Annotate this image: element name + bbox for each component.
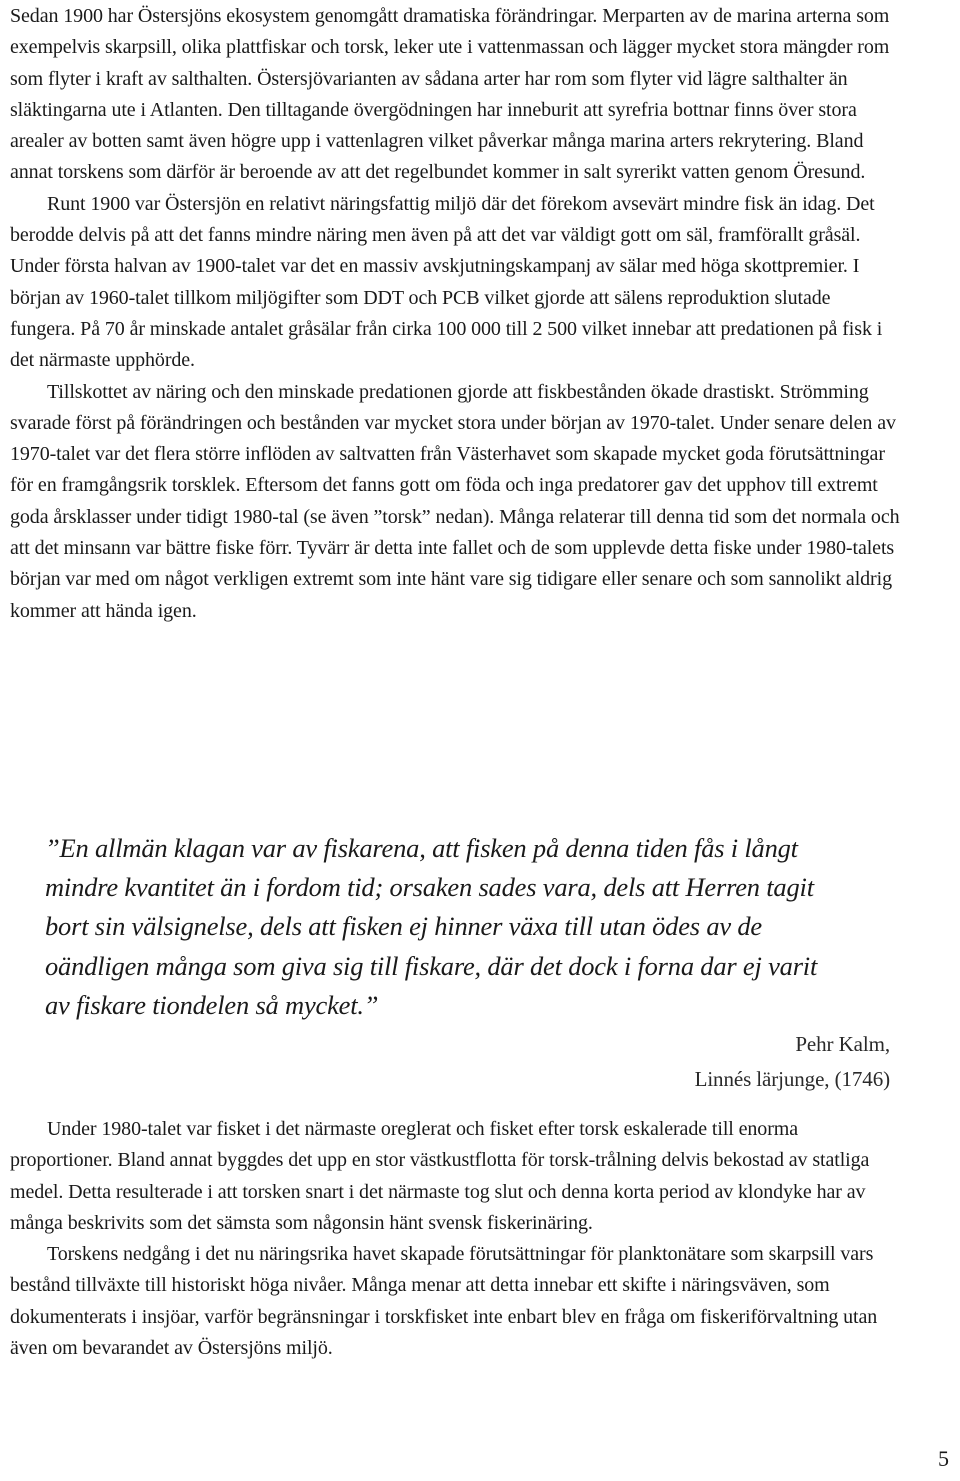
page-number: 5 <box>938 1446 949 1471</box>
paragraph-cod-decline: Torskens nedgång i det nu näringsrika havet skapade förutsättningar för planktonätare som skarpsill vars bestånd tillväxte till historiskt höga nivåer. Många menar att detta innebar ett skifte i näringsväven, som dokumenterats i insjöar, varför begränsningar i torskfisket inte enbart blev en fråga om fiskeriförvaltning utan även om bevarandet av Östersjöns miljö. <box>10 1243 878 1360</box>
body-text-bottom <box>10 1114 900 1364</box>
quote-text: ”En allmän klagan var av fiskarena, att fisken på denna tiden fås i långt mindre kvantitet än i fordom tid; orsaken sades vara, dels att Herren tagit bort sin välsignelse, dels att fisken ej hinner växa till utan ödes av de oändligen många som giva sig till fiskare, där det dock i forna dar ej varit av fiskare tiondelen så mycket.” <box>45 833 818 1020</box>
quote-author-note: Linnés lärjunge, (1746) <box>694 1066 890 1091</box>
paragraph-unregulated-fishing: Under 1980-talet var fisket i det närmaste oreglerat och fisket efter torsk eskalerade till enorma proportioner. Bland annat byggdes det upp en stor västkustflotta för torsk-trålning delvis bekostad av statliga medel. Detta resulterade i att torsken snart i det närmaste tog slut och denna korta period av klondyke har av många beskrivits som det sämsta som någonsin hänt svensk fiskerinäring. <box>10 1118 870 1234</box>
quote-attribution <box>695 1027 890 1096</box>
paragraph-fish-stocks: Tillskottet av näring och den minskade predationen gjorde att fiskbestånden ökade drastiskt. Strömming svarade först på förändringen och bestånden var mycket stora under början av 1970-talet. Under senare delen av 1970-talet var det flera större inflöden av saltvatten från Västerhavet som skapade mycket goda förutsättningar för en framgångsrik torsklek. Eftersom det fanns gott om föda och inga predatorer gav det upphov till extremt goda årsklasser under tidigt 1980-tal (se även ”torsk” nedan). Många relaterar till denna tid som det normala och att det minsann var bättre fiske förr. Tyvärr är detta inte fallet och de som upplevde detta fiske under 1980-talets början var med om något verkligen extremt som inte hänt vare sig tidigare eller senare och som sannolikt aldrig kommer att hända igen. <box>10 380 900 622</box>
body-text-top <box>10 1 900 627</box>
paragraph-seal-predation: Runt 1900 var Östersjön en relativt näringsfattig miljö där det förekom avsevärt mindre fisk än idag. Det berodde delvis på att det fanns mindre näring men även på att det var väldigt gott om säl, framförallt gråsäl. Under första halvan av 1900-talet var det en massiv avskjutningskampanj av sälar med höga skottpremier. I början av 1960-talet tillkom miljögifter som DDT och PCB vilket gjorde att sälens reproduktion slutade fungera. På 70 år minskade antalet gråsälar från cirka 100 000 till 2 500 vilket innebar att predationen på fisk i det närmaste upphörde. <box>10 192 883 372</box>
paragraph-ecosystem-changes: Sedan 1900 har Östersjöns ekosystem genomgått dramatiska förändringar. Merparten av de marina arterna som exempelvis skarpsill, olika plattfiskar och torsk, leker ute i vattenmassan och lägger mycket stora mängder rom som flyter i kraft av salthalten. Östersjövarianten av sådana arter har rom som flyter vid lägre salthalter än släktingarna ute i Atlanten. Den tilltagande övergödningen har inneburit att syrefria bottnar finns över stora arealer av botten samt även högre upp i vattenlagren vilket påverkar många marina arters rekrytering. Bland annat torskens som därför är beroende av att det regelbundet kommer in salt syrerikt vatten genom Öresund. <box>10 5 890 184</box>
pull-quote <box>45 829 890 1091</box>
quote-author: Pehr Kalm, <box>795 1032 890 1056</box>
